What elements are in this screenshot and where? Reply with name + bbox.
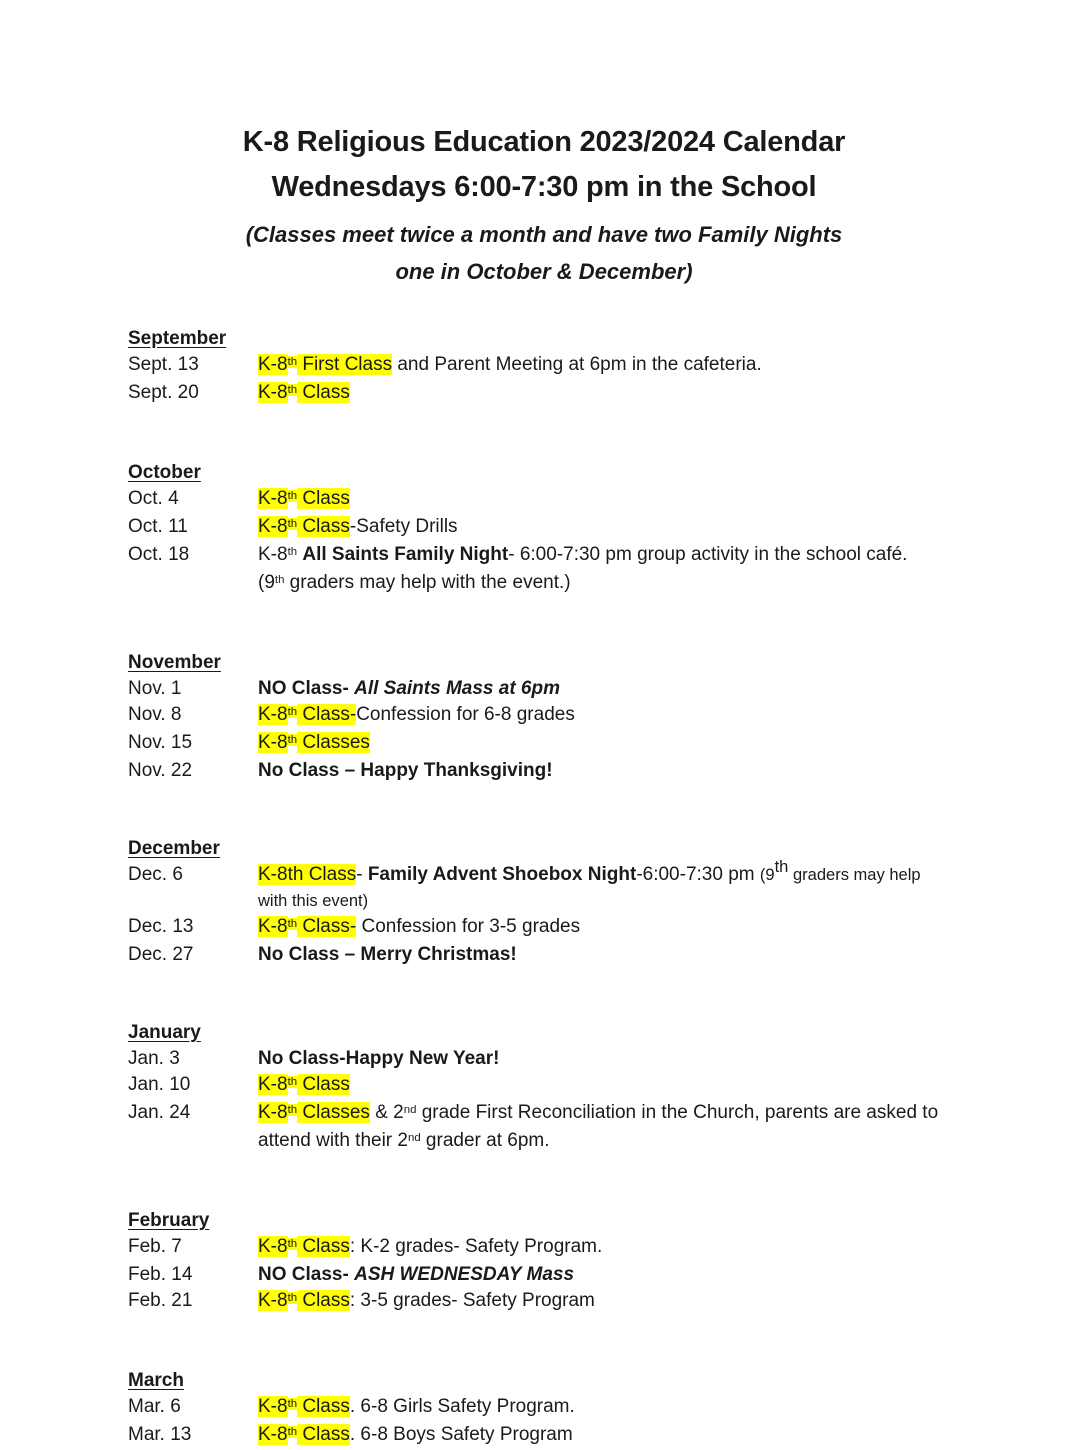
- event-description: [258, 942, 1062, 968]
- highlighted-text-segment: th: [287, 733, 298, 746]
- highlighted-text-segment: Classes: [297, 732, 370, 753]
- highlighted-text-segment: Class: [297, 488, 350, 509]
- event-row: [128, 730, 1062, 758]
- month-section: [128, 650, 1062, 784]
- event-date: Jan. 10: [128, 1074, 191, 1095]
- text-segment: K-8: [258, 544, 288, 565]
- document-header: [0, 0, 1088, 290]
- text-segment: th: [274, 573, 285, 586]
- month-header: October: [128, 462, 201, 483]
- event-date: Feb. 7: [128, 1236, 182, 1257]
- event-description: [258, 1046, 1062, 1072]
- event-description: [258, 1288, 1062, 1316]
- text-segment: All Saints Family Night: [302, 544, 509, 565]
- highlighted-text-segment: K-8: [258, 1424, 288, 1445]
- highlighted-text-segment: First Class: [297, 354, 393, 375]
- highlighted-text-segment: th: [287, 383, 298, 396]
- highlighted-text-segment: Classes: [297, 1102, 370, 1123]
- event-row: [128, 1046, 1062, 1072]
- highlighted-text-segment: th: [287, 489, 298, 502]
- event-date: Oct. 18: [128, 544, 190, 565]
- event-date: Mar. 6: [128, 1396, 181, 1417]
- highlighted-text-segment: th: [287, 705, 298, 718]
- event-date: Feb. 21: [128, 1290, 193, 1311]
- month-section: [128, 460, 1062, 598]
- event-row: [128, 1072, 1062, 1100]
- event-row: [128, 857, 1062, 914]
- text-segment: . 6-8 Girls Safety Program.: [349, 1396, 575, 1417]
- event-row: [128, 1288, 1062, 1316]
- event-date: Dec. 13: [128, 916, 194, 937]
- highlighted-text-segment: Class-: [297, 916, 357, 937]
- text-segment: - 6:00-7:30 pm group activity in the school café.: [508, 544, 908, 565]
- text-segment: No Class – Happy Thanksgiving!: [258, 760, 553, 781]
- event-date: Jan. 24: [128, 1102, 191, 1123]
- month-header: March: [128, 1370, 184, 1391]
- highlighted-text-segment: Class: [297, 1424, 350, 1445]
- event-date: Jan. 3: [128, 1048, 180, 1069]
- event-row: [128, 942, 1062, 968]
- event-date: Nov. 1: [128, 678, 182, 699]
- event-description: [258, 486, 1062, 514]
- text-segment: ASH WEDNESDAY Mass: [354, 1264, 575, 1285]
- highlighted-text-segment: K-8: [258, 516, 288, 537]
- highlighted-text-segment: th: [287, 1237, 298, 1250]
- highlighted-text-segment: K-8: [258, 1102, 288, 1123]
- highlighted-text-segment: K-8: [258, 1290, 288, 1311]
- event-row: [128, 676, 1062, 702]
- text-segment: -: [356, 864, 368, 885]
- highlighted-text-segment: Class: [297, 516, 350, 537]
- event-date: Nov. 8: [128, 704, 182, 725]
- highlighted-text-segment: Class-: [297, 704, 357, 725]
- text-segment: NO Class-: [258, 678, 355, 699]
- event-date: Dec. 27: [128, 944, 194, 965]
- event-date: Feb. 14: [128, 1264, 193, 1285]
- month-header: December: [128, 838, 220, 859]
- highlighted-text-segment: th: [287, 355, 298, 368]
- text-segment: . 6-8 Boys Safety Program: [349, 1424, 573, 1445]
- title-line-2: Wednesdays 6:00-7:30 pm in the School: [271, 171, 817, 203]
- event-description: [258, 1072, 1062, 1100]
- event-date: Mar. 13: [128, 1424, 192, 1445]
- highlighted-text-segment: K-8: [258, 488, 288, 509]
- highlighted-text-segment: K-8: [258, 354, 288, 375]
- text-segment: nd: [407, 1131, 421, 1144]
- highlighted-text-segment: K-8: [258, 382, 288, 403]
- event-date: Sept. 13: [128, 354, 199, 375]
- event-description: [258, 1234, 1062, 1262]
- highlighted-text-segment: th: [287, 1291, 298, 1304]
- text-segment: Confession for 6-8 grades: [356, 704, 575, 725]
- highlighted-text-segment: th: [287, 1397, 298, 1410]
- text-segment: grade First Reconciliation in the Church, parents are asked to: [416, 1102, 939, 1123]
- highlighted-text-segment: Class: [297, 382, 350, 403]
- month-section: [128, 326, 1062, 408]
- event-row: [128, 514, 1062, 542]
- subtitle-line-1: (Classes meet twice a month and have two Family Nights: [245, 222, 843, 247]
- highlighted-text-segment: Class: [297, 1236, 350, 1257]
- highlighted-text-segment: K-8th Class: [258, 864, 357, 885]
- event-date: Nov. 15: [128, 732, 193, 753]
- month-section: [128, 1208, 1062, 1316]
- event-row: [128, 542, 1062, 598]
- text-segment: (9: [759, 865, 775, 884]
- text-segment: Confession for 3-5 grades: [356, 916, 581, 937]
- event-description: [258, 514, 1062, 542]
- month-section: [128, 1020, 1062, 1156]
- event-date: Dec. 6: [128, 864, 183, 885]
- event-description: [258, 758, 1062, 784]
- event-description: [258, 857, 1062, 914]
- text-segment: and Parent Meeting at 6pm in the cafeteria.: [392, 354, 762, 375]
- event-row: [128, 1100, 1062, 1156]
- highlighted-text-segment: Class: [297, 1290, 350, 1311]
- text-segment: with this event): [258, 891, 369, 910]
- text-segment: Family Advent Shoebox Night: [367, 864, 637, 885]
- event-row: [128, 1422, 1062, 1450]
- text-segment: No Class – Merry Christmas!: [258, 944, 517, 965]
- highlighted-text-segment: Class: [297, 1396, 350, 1417]
- highlighted-text-segment: th: [287, 1425, 298, 1438]
- highlighted-text-segment: K-8: [258, 1074, 288, 1095]
- event-description: [258, 730, 1062, 758]
- title-line-1: K-8 Religious Education 2023/2024 Calendar: [242, 126, 846, 158]
- event-description: [258, 1394, 1062, 1422]
- event-description: [258, 1262, 1062, 1288]
- highlighted-text-segment: th: [287, 517, 298, 530]
- calendar-sections: [0, 326, 1088, 1450]
- highlighted-text-segment: K-8: [258, 1236, 288, 1257]
- highlighted-text-segment: th: [287, 917, 298, 930]
- month-header: January: [128, 1022, 201, 1043]
- month-section: [128, 836, 1062, 968]
- event-date: Oct. 11: [128, 516, 188, 537]
- text-segment: All Saints Mass at 6pm: [354, 678, 560, 699]
- text-segment: : 3-5 grades- Safety Program: [349, 1290, 595, 1311]
- event-description: [258, 1100, 1062, 1156]
- event-description: [258, 1422, 1062, 1450]
- text-segment: (9: [258, 572, 275, 593]
- event-row: [128, 380, 1062, 408]
- event-description: [258, 702, 1062, 730]
- event-row: [128, 1262, 1062, 1288]
- month-header: November: [128, 652, 221, 673]
- event-row: [128, 702, 1062, 730]
- text-segment: nd: [403, 1103, 417, 1116]
- highlighted-text-segment: K-8: [258, 704, 288, 725]
- text-segment: : K-2 grades- Safety Program.: [349, 1236, 603, 1257]
- event-row: [128, 1234, 1062, 1262]
- subtitle-line-2: one in October & December): [395, 259, 693, 284]
- text-segment: graders may help: [788, 865, 921, 884]
- month-header: February: [128, 1210, 210, 1231]
- highlighted-text-segment: K-8: [258, 916, 288, 937]
- event-row: [128, 914, 1062, 942]
- event-description: [258, 676, 1062, 702]
- month-header: September: [128, 328, 227, 349]
- event-description: [258, 914, 1062, 942]
- subtitle-block: [0, 216, 1088, 290]
- highlighted-text-segment: Class: [297, 1074, 350, 1095]
- month-section: [128, 1368, 1062, 1450]
- text-segment: No Class-Happy New Year!: [258, 1048, 500, 1069]
- event-description: [258, 352, 1062, 380]
- highlighted-text-segment: th: [287, 1075, 298, 1088]
- event-row: [128, 758, 1062, 784]
- text-segment: & 2: [369, 1102, 404, 1123]
- text-segment: -Safety Drills: [349, 516, 458, 537]
- highlighted-text-segment: K-8: [258, 732, 288, 753]
- event-date: Oct. 4: [128, 488, 179, 509]
- text-segment: -6:00-7:30 pm: [636, 864, 760, 885]
- text-segment: NO Class-: [258, 1264, 355, 1285]
- event-description: [258, 380, 1062, 408]
- event-date: Nov. 22: [128, 760, 193, 781]
- text-segment: attend with their 2: [258, 1130, 408, 1151]
- event-row: [128, 486, 1062, 514]
- event-date: Sept. 20: [128, 382, 199, 403]
- text-segment: th: [287, 545, 298, 558]
- event-row: [128, 1394, 1062, 1422]
- text-segment: th: [774, 857, 789, 877]
- text-segment: grader at 6pm.: [420, 1130, 550, 1151]
- event-row: [128, 352, 1062, 380]
- highlighted-text-segment: th: [287, 1103, 298, 1116]
- event-description: [258, 542, 1062, 598]
- highlighted-text-segment: K-8: [258, 1396, 288, 1417]
- text-segment: graders may help with the event.): [284, 572, 571, 593]
